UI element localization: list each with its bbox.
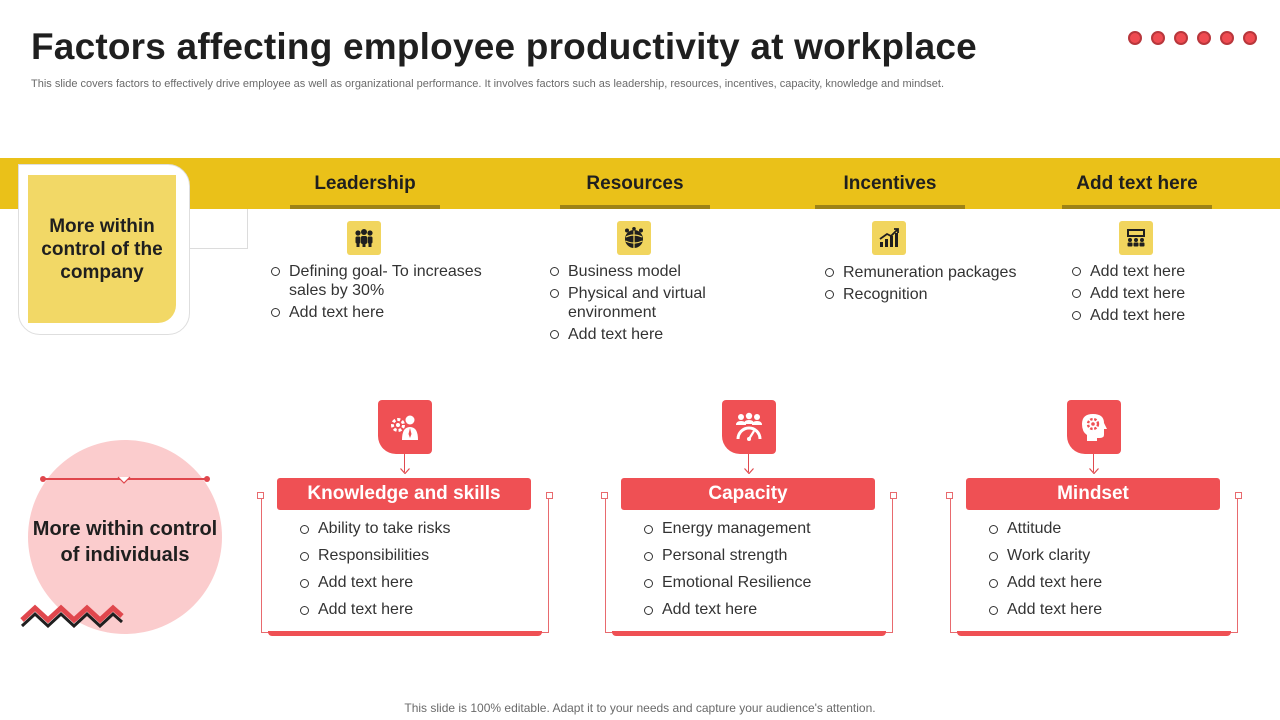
decorative-dots bbox=[1128, 31, 1257, 45]
incentives-bullets bbox=[824, 263, 1024, 307]
dot-icon bbox=[1197, 31, 1211, 45]
capacity-bullets bbox=[644, 519, 811, 627]
list-item: Remuneration packages bbox=[824, 263, 1024, 282]
growth-chart-icon bbox=[872, 221, 906, 255]
factor-resources bbox=[560, 158, 710, 209]
factor-underline bbox=[1062, 205, 1212, 209]
factor-underline bbox=[815, 205, 965, 209]
page-subtitle: This slide covers factors to effectively drive employee as well as organizational performance. It involves factors such as leadership, resources, incentives, capacity, knowledge and mindset. bbox=[31, 78, 945, 90]
list-item: Add text here bbox=[1071, 262, 1251, 281]
list-item: Recognition bbox=[824, 285, 1024, 304]
resources-bullets bbox=[549, 262, 749, 347]
arrow-down-icon bbox=[1089, 468, 1099, 474]
head-gear-icon bbox=[1067, 400, 1121, 454]
box-corner bbox=[890, 492, 897, 499]
factor-title: Capacity bbox=[621, 478, 875, 510]
list-item: Add text here bbox=[549, 325, 749, 344]
factor-incentives bbox=[815, 158, 965, 209]
knowledge-skills-bullets bbox=[300, 519, 450, 627]
factor-box-accent bbox=[957, 631, 1231, 636]
list-item: Work clarity bbox=[989, 546, 1102, 566]
arrow-down-icon bbox=[400, 468, 410, 474]
list-item: Add text here bbox=[270, 303, 485, 322]
list-item: Add text here bbox=[1071, 306, 1251, 325]
factor-underline bbox=[560, 205, 710, 209]
arrow-down-icon bbox=[744, 468, 754, 474]
zigzag-decoration-icon bbox=[20, 600, 124, 628]
factor-title: Add text here bbox=[1076, 172, 1198, 194]
factor-knowledge-skills bbox=[261, 400, 549, 640]
list-item: Add text here bbox=[1071, 284, 1251, 303]
custom-bullets bbox=[1071, 262, 1251, 328]
factor-title: Resources bbox=[586, 172, 684, 194]
list-item: Add text here bbox=[644, 600, 811, 620]
factor-title: Mindset bbox=[966, 478, 1220, 510]
company-panel bbox=[28, 175, 176, 323]
box-corner bbox=[946, 492, 953, 499]
team-icon bbox=[347, 221, 381, 255]
box-corner bbox=[1235, 492, 1242, 499]
factor-underline bbox=[290, 205, 440, 209]
list-item: Energy management bbox=[644, 519, 811, 539]
company-panel-label: More within control of the company bbox=[41, 215, 163, 283]
list-item: Personal strength bbox=[644, 546, 811, 566]
dot-icon bbox=[1174, 31, 1188, 45]
list-item: Attitude bbox=[989, 519, 1102, 539]
mindset-bullets bbox=[989, 519, 1102, 627]
presentation-icon bbox=[1119, 221, 1153, 255]
list-item: Emotional Resilience bbox=[644, 573, 811, 593]
list-item: Add text here bbox=[989, 600, 1102, 620]
factor-title: Incentives bbox=[843, 172, 937, 194]
list-item: Add text here bbox=[300, 573, 450, 593]
list-item: Add text here bbox=[300, 600, 450, 620]
panel-connector bbox=[190, 209, 248, 249]
box-corner bbox=[257, 492, 264, 499]
list-item: Responsibilities bbox=[300, 546, 450, 566]
factor-capacity bbox=[605, 400, 893, 640]
globe-people-icon bbox=[617, 221, 651, 255]
list-item: Defining goal- To increases sales by 30% bbox=[270, 262, 485, 300]
list-item: Physical and virtual environment bbox=[549, 284, 749, 322]
dot-icon bbox=[1128, 31, 1142, 45]
list-item: Business model bbox=[549, 262, 749, 281]
box-corner bbox=[546, 492, 553, 499]
factor-box-accent bbox=[268, 631, 542, 636]
list-item: Add text here bbox=[989, 573, 1102, 593]
box-corner bbox=[601, 492, 608, 499]
factor-mindset bbox=[950, 400, 1238, 640]
factor-box-accent bbox=[612, 631, 886, 636]
factor-custom bbox=[1062, 158, 1212, 209]
list-item: Ability to take risks bbox=[300, 519, 450, 539]
individuals-panel-label: More within control of individuals bbox=[32, 518, 218, 566]
dot-icon bbox=[1220, 31, 1234, 45]
factor-title: Leadership bbox=[314, 172, 416, 194]
dot-icon bbox=[1151, 31, 1165, 45]
factor-leadership bbox=[290, 158, 440, 209]
factor-title: Knowledge and skills bbox=[277, 478, 531, 510]
dot-icon bbox=[1243, 31, 1257, 45]
page-title: Factors affecting employee productivity at workplace bbox=[31, 26, 977, 67]
panel-notch-icon bbox=[117, 476, 131, 484]
capacity-gauge-people-icon bbox=[722, 400, 776, 454]
leadership-bullets bbox=[270, 262, 485, 325]
skills-gear-person-icon bbox=[378, 400, 432, 454]
footer-note: This slide is 100% editable. Adapt it to your needs and capture your audience's attention. bbox=[404, 701, 876, 715]
